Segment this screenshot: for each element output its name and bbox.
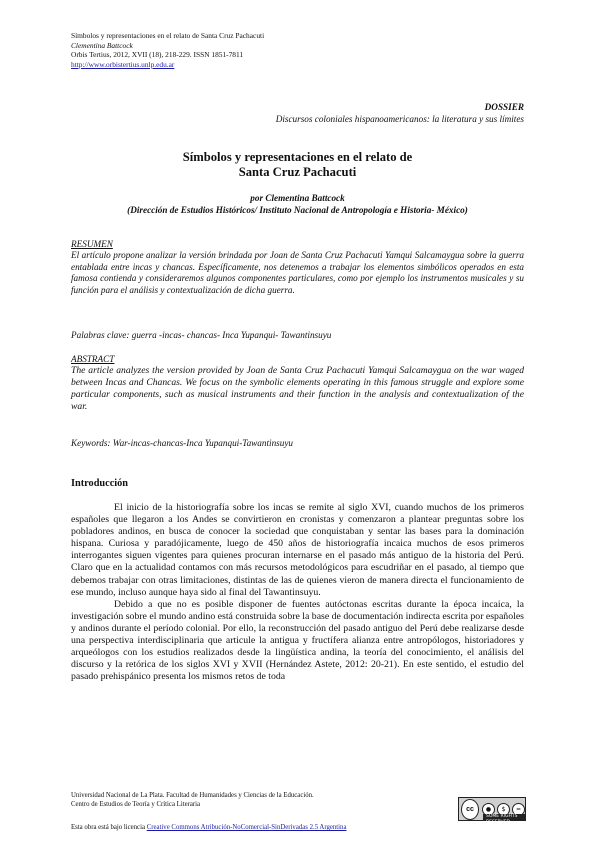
resumen-block	[71, 239, 524, 296]
keywords: Keywords: War-incas-chancas-Inca Yupanqui-Tawantinsuyu	[71, 438, 294, 448]
resumen-text: El artículo propone analizar la versión brindada por Joan de Santa Cruz Pachacuti Yamqui Salcamaygua sobre la guerra entablada entre incas y chancas. Específicamente, nos detenemos a trabajar los elementos simbólicos operados en esta famosa contienda y consideraremos algunos componentes particulares, como por ejemplo los instrumentos musicales y su función para el análisis y contextualización de dicha guerra.	[71, 250, 524, 295]
institution-footer	[71, 792, 451, 809]
license-prefix: Esta obra está bajo licencia	[71, 824, 145, 831]
author-block	[71, 193, 524, 216]
dossier-block	[276, 101, 524, 125]
article-title-line2: Santa Cruz Pachacuti	[238, 164, 357, 179]
by-attribution-icon: ●	[482, 803, 495, 816]
author-name: por Clementina Battcock	[250, 193, 345, 203]
paragraph: Debido a que no es posible disponer de fuentes autóctonas escritas durante la época incaica, la investigación sobre el mundo andino está construida sobre la base de documentación indirecta escrita por españoles y andinos durante el período colonial. Por ello, la reconstrucción del pasado antiguo del Perú debe realizarse desde una perspectiva interdisciplinaria que articule la antigua y fructífera alianza entre antropólogos, historiadores y arqueólogos con los estudios realizados desde la lingüística andina, la teoría del conocimiento, el análisis del discurso y la retórica de los siglos XVI y XVII (Hernández Astete, 2012: 20-21). En este sentido, el estudio del pasado prehispánico presenta los mismos retos de toda	[71, 598, 524, 683]
palabras-clave: Palabras clave: guerra -incas- chancas- Inca Yupanqui- Tawantinsuyu	[71, 330, 332, 340]
body-text	[71, 502, 524, 683]
cc-logo-icon: cc	[461, 799, 479, 820]
resumen-heading: RESUMEN	[71, 239, 113, 249]
running-header	[71, 31, 371, 69]
section-heading: Introducción	[71, 478, 129, 489]
article-title	[71, 150, 524, 179]
license-link[interactable]: Creative Commons Atribución-NoComercial-SinDerivadas 2.5 Argentina	[146, 824, 347, 831]
cc-rights-bar: SOME RIGHTS RESERVED	[483, 814, 525, 820]
dossier-label: DOSSIER	[484, 102, 524, 112]
cc-license-badge[interactable]	[458, 797, 526, 825]
noderivatives-icon: =	[512, 803, 525, 816]
dossier-subtitle: Discursos coloniales hispanoamericanos: la literatura y sus límites	[275, 114, 524, 124]
footer-center: Centro de Estudios de Teoría y Crítica Literaria	[71, 800, 201, 808]
author-affiliation: (Dirección de Estudios Históricos/ Instituto Nacional de Antropología e Historia- México)	[127, 204, 468, 215]
header-article-title: Símbolos y representaciones en el relato de Santa Cruz Pachacuti	[71, 31, 265, 40]
abstract-block	[71, 354, 524, 413]
paragraph: El inicio de la historiografía sobre los incas se remite al siglo XVI, cuando muchos de los primeros españoles que llegaron a los Andes se convirtieron en cronistas y comenzaron a plantear preguntas sobre los pobladores andinos, en busca de conocer la sociedad que conquistaban y sentar las bases para la dominación hispana. Curiosa y paradójicamente, luego de 450 años de historiografía incaica muchos de esos primeros interrogantes siguen vigentes para quienes procuran internarse en el pasado más antiguo de la historia del Perú. Claro que en la actualidad contamos con más recursos metodológicos para escudriñar en el pasado, al tiempo que debemos trabajar con otras limitaciones, distintas de las de quienes vieron de manera directa el funcionamiento de ese mundo, incluso aunque haya sido al final del Tawantinsuyu.	[71, 502, 524, 598]
footer-university: Universidad Nacional de La Plata. Facultad de Humanidades y Ciencias de la Educación.	[71, 792, 314, 799]
header-citation: Orbis Tertius, 2012, XVII (18), 218-229. ISSN 1851-7811	[71, 50, 244, 60]
header-author: Clementina Battcock	[71, 40, 133, 50]
license-line	[71, 824, 346, 831]
noncommercial-icon: $	[497, 803, 510, 816]
abstract-text: The article analyzes the version provided by Joan de Santa Cruz Pachacuti Yamqui Salcamaygua on the war waged between Incas and Chancas. We focus on the symbolic elements operating in this famous struggle and explore some particular components, such as musical instruments and their function in the analysis and contextualization of the war.	[71, 365, 524, 413]
article-title-line1: Símbolos y representaciones en el relato de	[182, 150, 413, 164]
journal-url-link[interactable]: http://www.orbistertius.unlp.edu.ar	[71, 59, 175, 69]
abstract-heading: ABSTRACT	[71, 354, 115, 364]
